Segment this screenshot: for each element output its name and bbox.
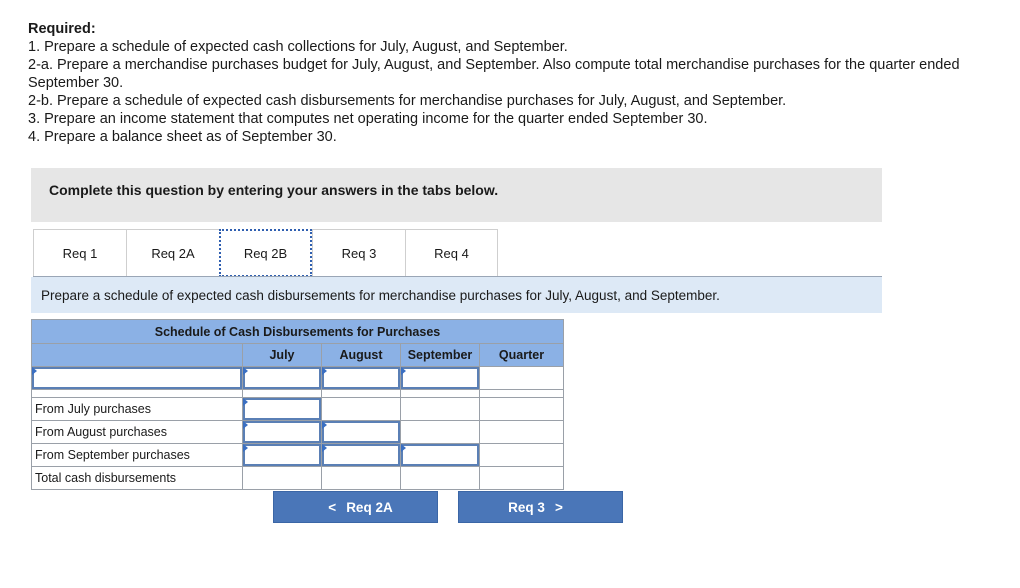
next-button-label: Req 3 (508, 499, 545, 515)
quarter-cell (480, 398, 564, 421)
table-row (32, 467, 564, 490)
prev-req-2a-button[interactable] (273, 491, 438, 523)
total-quarter-cell (480, 467, 564, 490)
row-label-input[interactable] (32, 367, 242, 389)
next-req-3-button[interactable] (458, 491, 623, 523)
chevron-right-icon: > (554, 499, 563, 515)
august-from-august-input[interactable] (322, 421, 400, 443)
row-label-september-purchases: From September purchases (32, 444, 243, 467)
tab-req-2a[interactable]: Req 2A (126, 229, 219, 277)
required-item-4: 4. Prepare a balance sheet as of September 30. (28, 129, 337, 145)
col-header-september: September (401, 344, 480, 367)
prev-button-label: Req 2A (346, 499, 393, 515)
tab-req-1[interactable]: Req 1 (33, 229, 126, 277)
september-input[interactable] (401, 367, 479, 389)
row-label-august-purchases: From August purchases (32, 421, 243, 444)
required-item-2b: 2-b. Prepare a schedule of expected cash disbursements for merchandise purchases for July, August, and September. (28, 93, 787, 109)
required-section (28, 20, 988, 146)
row-label-total: Total cash disbursements (32, 467, 243, 490)
total-july-cell (243, 467, 322, 490)
table-row (32, 444, 564, 467)
quarter-cell (480, 367, 564, 390)
july-from-september-input[interactable] (243, 444, 321, 466)
september-from-september-input[interactable] (401, 444, 479, 466)
prompt-text: Prepare a schedule of expected cash disbursements for merchandise purchases for July, August, and September. (31, 277, 882, 313)
spacer-row (32, 390, 564, 398)
tab-req-4[interactable]: Req 4 (405, 229, 498, 277)
table-row (32, 398, 564, 421)
schedule-title: Schedule of Cash Disbursements for Purchases (32, 320, 564, 344)
table-row (32, 421, 564, 444)
col-header-july: July (243, 344, 322, 367)
chevron-left-icon: < (328, 499, 337, 515)
quarter-cell (480, 444, 564, 467)
col-header-august: August (322, 344, 401, 367)
required-item-3: 3. Prepare an income statement that computes net operating income for the quarter ended September 30. (28, 111, 708, 127)
row-label-july-purchases: From July purchases (32, 398, 243, 421)
august-from-september-input[interactable] (322, 444, 400, 466)
august-input[interactable] (322, 367, 400, 389)
col-header-quarter: Quarter (480, 344, 564, 367)
instruction-box (31, 168, 882, 222)
july-from-july-input[interactable] (243, 398, 321, 420)
august-cell (322, 398, 401, 421)
quarter-cell (480, 421, 564, 444)
total-august-cell (322, 467, 401, 490)
instruction-text: Complete this question by entering your answers in the tabs below. (49, 182, 499, 198)
required-heading: Required: (28, 21, 96, 37)
required-item-2a: 2-a. Prepare a merchandise purchases budget for July, August, and September. Also compute total merchandise purchases for the quarter ended September 30. (28, 57, 960, 91)
september-cell (401, 421, 480, 444)
header-blank (32, 344, 243, 367)
july-from-august-input[interactable] (243, 421, 321, 443)
required-item-1: 1. Prepare a schedule of expected cash collections for July, August, and September. (28, 39, 568, 55)
total-september-cell (401, 467, 480, 490)
july-input[interactable] (243, 367, 321, 389)
tab-bar (33, 229, 498, 277)
table-row (32, 367, 564, 390)
september-cell (401, 398, 480, 421)
cash-disbursements-schedule (31, 319, 564, 490)
tab-req-2b[interactable]: Req 2B (219, 229, 312, 277)
tab-req-3[interactable]: Req 3 (312, 229, 405, 277)
